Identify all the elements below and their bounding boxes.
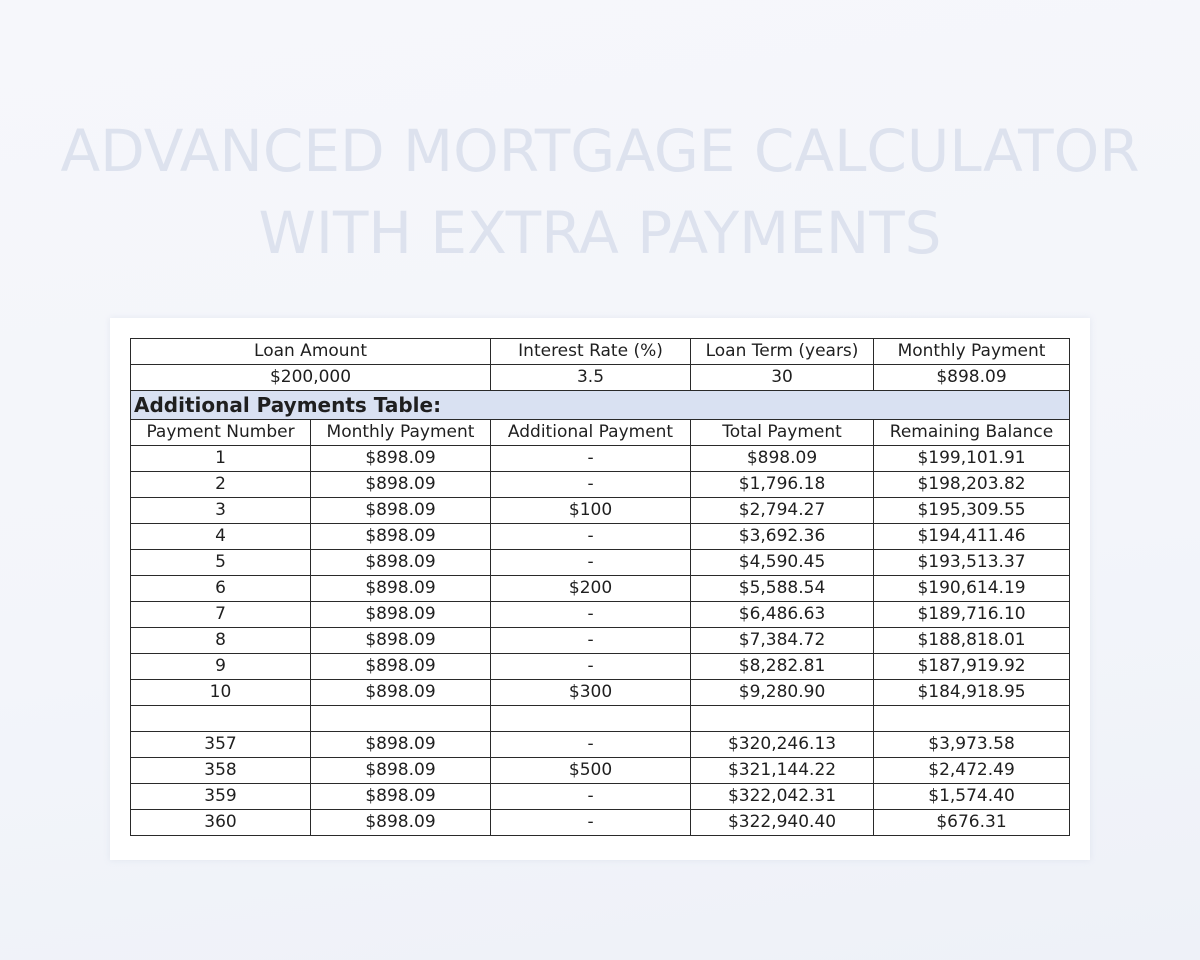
table-cell[interactable]: $187,919.92 (874, 654, 1070, 680)
table-cell[interactable]: $100 (491, 498, 691, 524)
section-title[interactable]: Additional Payments Table: (131, 391, 1070, 420)
table-cell[interactable]: - (491, 654, 691, 680)
summary-header-cell[interactable]: Loan Term (years) (691, 339, 874, 365)
summary-value-row (131, 365, 1070, 391)
table-cell[interactable]: $898.09 (311, 524, 491, 550)
table-cell[interactable]: - (491, 810, 691, 836)
summary-header-cell[interactable]: Loan Amount (131, 339, 491, 365)
table-cell[interactable]: $898.09 (311, 472, 491, 498)
table-cell[interactable]: 358 (131, 758, 311, 784)
table-row (131, 498, 1070, 524)
table-cell[interactable]: $1,796.18 (691, 472, 874, 498)
table-cell[interactable]: $2,794.27 (691, 498, 874, 524)
table-row (131, 524, 1070, 550)
title-line-1: ADVANCED MORTGAGE CALCULATOR (60, 117, 1140, 185)
table-row (131, 680, 1070, 706)
table-row (131, 472, 1070, 498)
table-cell[interactable] (691, 706, 874, 732)
table-row (131, 810, 1070, 836)
table-row (131, 758, 1070, 784)
table-row (131, 550, 1070, 576)
table-cell[interactable]: $188,818.01 (874, 628, 1070, 654)
table-cell[interactable]: $189,716.10 (874, 602, 1070, 628)
section-title-row (131, 391, 1070, 420)
table-cell[interactable]: $300 (491, 680, 691, 706)
table-cell[interactable]: $898.09 (311, 602, 491, 628)
payments-header-row (131, 420, 1070, 446)
table-cell[interactable]: 2 (131, 472, 311, 498)
table-cell[interactable]: $898.09 (311, 680, 491, 706)
table-cell[interactable]: $4,590.45 (691, 550, 874, 576)
table-cell[interactable]: $898.09 (311, 550, 491, 576)
table-row (131, 628, 1070, 654)
table-cell[interactable]: 3 (131, 498, 311, 524)
column-header[interactable]: Total Payment (691, 420, 874, 446)
table-cell[interactable]: $199,101.91 (874, 446, 1070, 472)
table-cell[interactable]: - (491, 732, 691, 758)
table-cell[interactable] (131, 706, 311, 732)
table-cell[interactable]: $898.09 (311, 810, 491, 836)
mortgage-table (130, 338, 1070, 836)
column-header[interactable]: Remaining Balance (874, 420, 1070, 446)
loan-amount-cell[interactable]: $200,000 (131, 365, 491, 391)
loan-term-cell[interactable]: 30 (691, 365, 874, 391)
table-cell[interactable]: 1 (131, 446, 311, 472)
table-cell[interactable]: $2,472.49 (874, 758, 1070, 784)
table-cell[interactable]: 4 (131, 524, 311, 550)
summary-header-cell[interactable]: Monthly Payment (874, 339, 1070, 365)
column-header[interactable]: Monthly Payment (311, 420, 491, 446)
table-cell[interactable]: $322,940.40 (691, 810, 874, 836)
table-cell[interactable] (874, 706, 1070, 732)
table-cell[interactable]: - (491, 446, 691, 472)
column-header[interactable]: Payment Number (131, 420, 311, 446)
table-cell[interactable]: $898.09 (311, 498, 491, 524)
table-cell[interactable]: - (491, 524, 691, 550)
table-cell[interactable]: 360 (131, 810, 311, 836)
table-cell[interactable]: $898.09 (311, 576, 491, 602)
table-cell[interactable]: $3,692.36 (691, 524, 874, 550)
table-cell[interactable]: $193,513.37 (874, 550, 1070, 576)
table-row (131, 706, 1070, 732)
title-line-2: WITH EXTRA PAYMENTS (258, 199, 942, 267)
table-cell[interactable]: $321,144.22 (691, 758, 874, 784)
table-cell[interactable]: $898.09 (311, 446, 491, 472)
table-cell[interactable]: $898.09 (311, 628, 491, 654)
table-cell[interactable]: $500 (491, 758, 691, 784)
table-cell[interactable]: $9,280.90 (691, 680, 874, 706)
table-cell[interactable]: 10 (131, 680, 311, 706)
table-cell[interactable]: $8,282.81 (691, 654, 874, 680)
table-cell[interactable]: $676.31 (874, 810, 1070, 836)
table-cell[interactable]: $898.09 (311, 654, 491, 680)
table-cell[interactable]: $898.09 (311, 732, 491, 758)
column-header[interactable]: Additional Payment (491, 420, 691, 446)
table-row (131, 446, 1070, 472)
table-cell[interactable]: $898.09 (311, 758, 491, 784)
table-row (131, 576, 1070, 602)
table-cell[interactable]: 8 (131, 628, 311, 654)
table-cell[interactable]: $184,918.95 (874, 680, 1070, 706)
table-cell[interactable]: $322,042.31 (691, 784, 874, 810)
table-cell[interactable]: $898.09 (311, 784, 491, 810)
summary-header-row (131, 339, 1070, 365)
summary-header-cell[interactable]: Interest Rate (%) (491, 339, 691, 365)
table-cell[interactable]: $3,973.58 (874, 732, 1070, 758)
monthly-payment-cell[interactable]: $898.09 (874, 365, 1070, 391)
table-row (131, 784, 1070, 810)
table-cell[interactable]: $7,384.72 (691, 628, 874, 654)
table-cell[interactable]: $898.09 (691, 446, 874, 472)
table-cell[interactable]: $194,411.46 (874, 524, 1070, 550)
table-cell[interactable]: - (491, 602, 691, 628)
table-cell[interactable]: - (491, 784, 691, 810)
table-cell[interactable]: - (491, 472, 691, 498)
table-cell[interactable]: 6 (131, 576, 311, 602)
table-cell[interactable]: $190,614.19 (874, 576, 1070, 602)
spreadsheet-card (110, 318, 1090, 860)
table-cell[interactable]: - (491, 550, 691, 576)
table-cell[interactable]: $320,246.13 (691, 732, 874, 758)
table-row (131, 732, 1070, 758)
table-cell[interactable]: $1,574.40 (874, 784, 1070, 810)
table-cell[interactable]: $195,309.55 (874, 498, 1070, 524)
table-cell[interactable]: $198,203.82 (874, 472, 1070, 498)
table-cell[interactable]: 5 (131, 550, 311, 576)
table-cell[interactable]: 9 (131, 654, 311, 680)
table-cell[interactable]: $200 (491, 576, 691, 602)
table-row (131, 602, 1070, 628)
page-title (0, 110, 1200, 274)
table-cell[interactable]: $6,486.63 (691, 602, 874, 628)
table-cell[interactable]: $5,588.54 (691, 576, 874, 602)
table-cell[interactable] (491, 706, 691, 732)
table-cell[interactable]: 7 (131, 602, 311, 628)
interest-rate-cell[interactable]: 3.5 (491, 365, 691, 391)
table-cell[interactable]: 359 (131, 784, 311, 810)
table-row (131, 654, 1070, 680)
table-cell[interactable] (311, 706, 491, 732)
table-cell[interactable]: - (491, 628, 691, 654)
table-cell[interactable]: 357 (131, 732, 311, 758)
